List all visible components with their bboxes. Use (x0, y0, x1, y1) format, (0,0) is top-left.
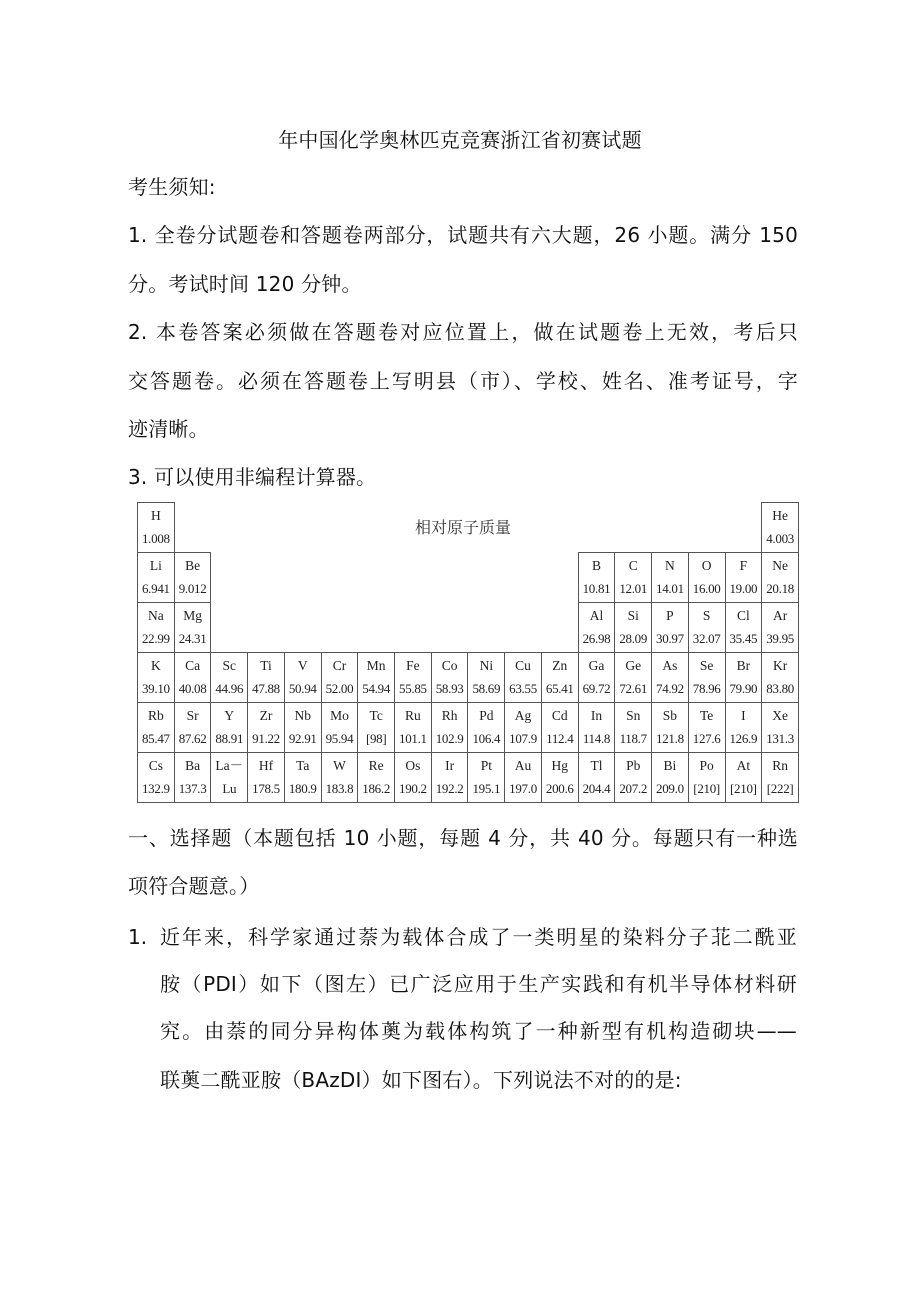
periodic-table (137, 502, 799, 803)
element-cell (431, 753, 468, 803)
element-symbol: H (150, 507, 161, 523)
element-symbol: Co (441, 657, 458, 673)
empty-cell (174, 503, 211, 553)
element-mass: 112.4 (546, 730, 574, 746)
element-symbol: Ar (772, 607, 788, 623)
empty-cell (211, 553, 248, 603)
element-symbol: S (702, 607, 711, 623)
empty-cell (541, 603, 578, 653)
periodic-table-title: 相对原子质量 (415, 518, 512, 537)
empty-cell (321, 603, 358, 653)
element-mass: 26.98 (582, 630, 611, 646)
element-cell (505, 703, 542, 753)
element-cell (505, 653, 542, 703)
element-cell (578, 603, 615, 653)
element-cell (725, 603, 762, 653)
element-mass: 95.94 (325, 730, 354, 746)
element-cell (211, 753, 248, 803)
empty-cell (578, 503, 615, 553)
element-mass: 47.88 (252, 680, 280, 696)
element-symbol: Br (736, 657, 751, 673)
element-mass: 114.8 (582, 730, 611, 746)
element-mass: 4.003 (766, 530, 794, 546)
element-mass: 79.90 (729, 680, 758, 696)
empty-cell (615, 503, 652, 553)
element-cell (358, 653, 395, 703)
element-cell (762, 503, 799, 553)
element-symbol: Na (147, 607, 164, 623)
element-symbol: Sn (626, 707, 641, 723)
empty-cell (358, 553, 395, 603)
element-cell (688, 603, 725, 653)
element-symbol: Fe (406, 657, 420, 673)
empty-cell (505, 553, 542, 603)
element-mass: 190.2 (399, 780, 427, 796)
element-mass: 69.72 (582, 680, 611, 696)
element-cell (138, 703, 175, 753)
element-symbol: Ge (625, 657, 642, 673)
element-symbol: Hg (551, 757, 569, 773)
empty-cell (248, 553, 285, 603)
element-symbol: Tl (590, 757, 603, 773)
element-cell (138, 753, 175, 803)
empty-cell (688, 503, 725, 553)
element-symbol: Rb (147, 707, 164, 723)
element-cell (578, 703, 615, 753)
question-number: 1. (128, 925, 148, 949)
element-symbol: La－ (215, 757, 244, 773)
element-symbol: Os (405, 757, 421, 773)
element-symbol: W (333, 757, 346, 773)
element-mass: 32.07 (692, 630, 721, 646)
element-cell (468, 703, 505, 753)
element-mass: 83.80 (766, 680, 794, 696)
empty-cell (725, 503, 762, 553)
question-line: 究。由萘的同分异构体薁为载体构筑了一种新型有机构造砌块—— (160, 1019, 797, 1043)
element-symbol: C (628, 557, 638, 573)
empty-cell (248, 503, 285, 553)
element-cell (138, 503, 175, 553)
element-mass: 101.1 (399, 730, 427, 746)
element-cell (615, 653, 652, 703)
empty-cell (431, 553, 468, 603)
element-cell (578, 553, 615, 603)
element-mass: 6.941 (141, 580, 170, 596)
element-symbol: Pb (626, 757, 641, 773)
element-symbol: Ne (772, 557, 788, 573)
element-cell (395, 653, 432, 703)
empty-cell (321, 553, 358, 603)
element-symbol: Cu (515, 657, 531, 673)
element-mass: 121.8 (656, 730, 684, 746)
element-cell (284, 753, 321, 803)
element-cell (541, 703, 578, 753)
element-symbol: Ga (588, 657, 605, 673)
element-symbol: Cr (332, 657, 347, 673)
empty-cell (395, 553, 432, 603)
empty-cell (541, 553, 578, 603)
element-mass: 40.08 (178, 680, 207, 696)
element-cell (541, 753, 578, 803)
notice-line: 迹清晰。 (128, 417, 209, 441)
element-mass: 14.01 (656, 580, 684, 596)
empty-cell (211, 603, 248, 653)
periodic-row (138, 653, 799, 703)
element-mass: 204.4 (582, 780, 611, 796)
element-cell (248, 703, 285, 753)
element-symbol: Ta (296, 757, 310, 773)
element-mass: 91.22 (252, 730, 280, 746)
element-cell (652, 753, 689, 803)
element-mass: 16.00 (692, 580, 721, 596)
element-mass: 137.3 (178, 780, 207, 796)
element-mass: 44.96 (215, 680, 244, 696)
element-symbol: Mn (366, 657, 386, 673)
element-cell (358, 753, 395, 803)
element-mass: 88.91 (215, 730, 244, 746)
element-mass: 10.81 (582, 580, 611, 596)
element-symbol: Li (149, 557, 162, 573)
element-symbol: As (662, 657, 678, 673)
element-symbol: Pd (479, 707, 494, 723)
periodic-row (138, 753, 799, 803)
element-cell (725, 753, 762, 803)
element-symbol: At (736, 757, 751, 773)
element-symbol: Po (699, 757, 714, 773)
empty-cell (284, 603, 321, 653)
empty-cell (431, 603, 468, 653)
empty-cell (541, 503, 578, 553)
element-mass: 54.94 (362, 680, 391, 696)
element-mass: 178.5 (252, 780, 280, 796)
element-mass: 9.012 (178, 580, 207, 596)
element-mass: 192.2 (435, 780, 464, 796)
element-mass: 207.2 (619, 780, 648, 796)
question-line: 胺（PDI）如下（图左）已广泛应用于生产实践和有机半导体材料研 (160, 972, 797, 996)
element-symbol: Sc (222, 657, 237, 673)
element-symbol: Zr (259, 707, 273, 723)
element-cell (321, 653, 358, 703)
element-mass: 1.008 (141, 530, 170, 546)
element-cell (688, 653, 725, 703)
element-mass: 180.9 (288, 780, 317, 796)
element-symbol: Cd (551, 707, 568, 723)
element-cell (395, 703, 432, 753)
element-mass: 22.99 (141, 630, 170, 646)
element-cell (762, 753, 799, 803)
element-symbol: Tc (369, 707, 383, 723)
element-mass: 183.8 (325, 780, 354, 796)
element-mass: 127.6 (692, 730, 721, 746)
element-symbol: Ti (260, 657, 272, 673)
element-mass: 19.00 (729, 580, 758, 596)
notice-line: 1. 全卷分试题卷和答题卷两部分，试题共有六大题，26 小题。满分 150 (128, 223, 798, 247)
element-cell (138, 553, 175, 603)
element-mass: 30.97 (656, 630, 684, 646)
notice-line: 分。考试时间 120 分钟。 (128, 272, 362, 296)
empty-cell (468, 603, 505, 653)
element-cell (248, 753, 285, 803)
element-symbol: Au (514, 757, 532, 773)
element-cell (174, 653, 211, 703)
element-cell (725, 703, 762, 753)
element-mass: 52.00 (325, 680, 354, 696)
element-cell (615, 753, 652, 803)
empty-cell (468, 553, 505, 603)
element-symbol: Ni (479, 657, 494, 673)
element-cell (652, 603, 689, 653)
element-symbol: Rh (441, 707, 458, 723)
empty-cell (358, 503, 395, 553)
element-symbol: Se (699, 657, 714, 673)
element-mass: [222] (766, 780, 794, 796)
element-symbol: Mg (183, 607, 202, 623)
element-cell (211, 703, 248, 753)
element-cell (688, 553, 725, 603)
element-cell (321, 753, 358, 803)
element-cell (652, 553, 689, 603)
question-line: 联薁二酰亚胺（BAzDI）如下图右）。下列说法不对的的是: (160, 1068, 682, 1092)
element-cell (688, 703, 725, 753)
element-mass: 102.9 (435, 730, 464, 746)
element-mass: 58.69 (472, 680, 501, 696)
empty-cell (652, 503, 689, 553)
element-symbol: Ba (185, 757, 201, 773)
element-mass: 39.95 (766, 630, 794, 646)
element-symbol: O (701, 557, 712, 573)
element-symbol: Be (185, 557, 201, 573)
element-symbol: Cl (736, 607, 750, 623)
element-symbol: Xe (772, 707, 788, 723)
element-mass: [210] (693, 780, 720, 796)
element-mass: 65.41 (545, 680, 574, 696)
empty-cell (248, 603, 285, 653)
element-mass: 200.6 (545, 780, 574, 796)
element-mass: 85.47 (141, 730, 170, 746)
empty-cell (358, 603, 395, 653)
element-symbol: Ir (445, 757, 455, 773)
element-symbol: N (665, 557, 675, 573)
element-mass: [98] (365, 730, 387, 746)
element-symbol: Pt (480, 757, 492, 773)
element-symbol: Ag (514, 707, 532, 723)
empty-cell (284, 503, 321, 553)
element-cell (725, 653, 762, 703)
element-symbol: Kr (772, 657, 788, 673)
element-symbol: Zn (552, 657, 568, 673)
element-cell (468, 753, 505, 803)
element-cell (174, 603, 211, 653)
element-symbol: Sb (662, 707, 678, 723)
notice-line: 2. 本卷答案必须做在答题卷对应位置上，做在试题卷上无效，考后只 (128, 320, 798, 344)
element-cell (211, 653, 248, 703)
question-line: 近年来，科学家通过萘为载体合成了一类明星的染料分子苝二酰亚 (160, 925, 797, 949)
element-mass: 78.96 (692, 680, 721, 696)
element-cell (321, 703, 358, 753)
element-symbol: Ru (405, 707, 421, 723)
element-mass: 132.9 (141, 780, 170, 796)
element-symbol: Te (699, 707, 714, 723)
periodic-row (138, 553, 799, 603)
element-mass: 107.9 (509, 730, 537, 746)
element-mass: 186.2 (362, 780, 391, 796)
element-mass: 39.10 (141, 680, 170, 696)
element-mass: 12.01 (619, 580, 648, 596)
element-mass: 197.0 (509, 780, 537, 796)
element-mass: 92.91 (288, 730, 317, 746)
section-heading-line: 项符合题意。） (128, 874, 260, 898)
element-cell (505, 753, 542, 803)
element-cell (578, 753, 615, 803)
element-cell (468, 653, 505, 703)
element-mass: 131.3 (766, 730, 794, 746)
element-symbol: Rn (772, 757, 788, 773)
element-cell (138, 653, 175, 703)
element-cell (431, 703, 468, 753)
element-mass: 28.09 (619, 630, 648, 646)
element-mass: 126.9 (729, 730, 758, 746)
element-cell (174, 753, 211, 803)
element-mass: Lu (222, 780, 237, 796)
element-mass: 106.4 (472, 730, 501, 746)
element-mass: 195.1 (472, 780, 501, 796)
element-symbol: Ca (185, 657, 201, 673)
element-mass: [210] (730, 780, 757, 796)
element-symbol: P (666, 607, 674, 623)
element-symbol: Nb (294, 707, 311, 723)
element-mass: 35.45 (729, 630, 758, 646)
element-cell (395, 753, 432, 803)
element-symbol: Mo (330, 707, 349, 723)
element-cell (615, 553, 652, 603)
element-mass: 63.55 (509, 680, 537, 696)
element-cell (174, 553, 211, 603)
section-heading-line: 一、选择题（本题包括 10 小题，每题 4 分，共 40 分。每题只有一种选 (128, 826, 798, 850)
element-cell (688, 753, 725, 803)
periodic-row (138, 703, 799, 753)
empty-cell (505, 603, 542, 653)
element-cell (762, 703, 799, 753)
empty-cell (284, 553, 321, 603)
element-symbol: Y (224, 707, 235, 723)
element-cell (652, 703, 689, 753)
element-mass: 118.7 (619, 730, 647, 746)
element-symbol: Sr (186, 707, 199, 723)
element-mass: 58.93 (435, 680, 464, 696)
element-mass: 20.18 (766, 580, 794, 596)
element-mass: 24.31 (178, 630, 207, 646)
empty-cell (211, 503, 248, 553)
empty-cell (321, 503, 358, 553)
element-cell (431, 653, 468, 703)
element-symbol: He (772, 507, 788, 523)
element-cell (541, 653, 578, 703)
element-cell (248, 653, 285, 703)
element-cell (762, 653, 799, 703)
element-mass: 72.61 (619, 680, 648, 696)
element-mass: 74.92 (656, 680, 684, 696)
element-cell (762, 553, 799, 603)
element-symbol: Si (627, 607, 639, 623)
notice-heading: 考生须知: (128, 175, 216, 199)
element-mass: 55.85 (399, 680, 427, 696)
element-cell (174, 703, 211, 753)
element-symbol: Bi (663, 757, 677, 773)
element-symbol: Al (589, 607, 604, 623)
element-cell (615, 703, 652, 753)
document-title: 年中国化学奥林匹克竞赛浙江省初赛试题 (278, 128, 642, 152)
element-cell (762, 603, 799, 653)
element-cell (358, 703, 395, 753)
element-cell (615, 603, 652, 653)
element-symbol: In (590, 707, 603, 723)
element-symbol: Re (368, 757, 384, 773)
element-mass: 87.62 (178, 730, 207, 746)
notice-line: 交答题卷。必须在答题卷上写明县（市）、学校、姓名、准考证号，字 (128, 369, 798, 393)
element-cell (284, 703, 321, 753)
element-symbol: K (150, 657, 161, 673)
element-cell (284, 653, 321, 703)
element-symbol: Cs (148, 757, 163, 773)
element-symbol: V (297, 657, 308, 673)
element-symbol: B (591, 557, 601, 573)
element-symbol: Hf (258, 757, 274, 773)
element-cell (578, 653, 615, 703)
element-symbol: I (741, 707, 746, 723)
empty-cell (395, 603, 432, 653)
notice-line: 3. 可以使用非编程计算器。 (128, 465, 377, 489)
element-symbol: F (739, 557, 748, 573)
element-mass: 50.94 (288, 680, 317, 696)
element-cell (652, 653, 689, 703)
periodic-row (138, 603, 799, 653)
element-cell (138, 603, 175, 653)
element-mass: 209.0 (656, 780, 684, 796)
element-cell (725, 553, 762, 603)
